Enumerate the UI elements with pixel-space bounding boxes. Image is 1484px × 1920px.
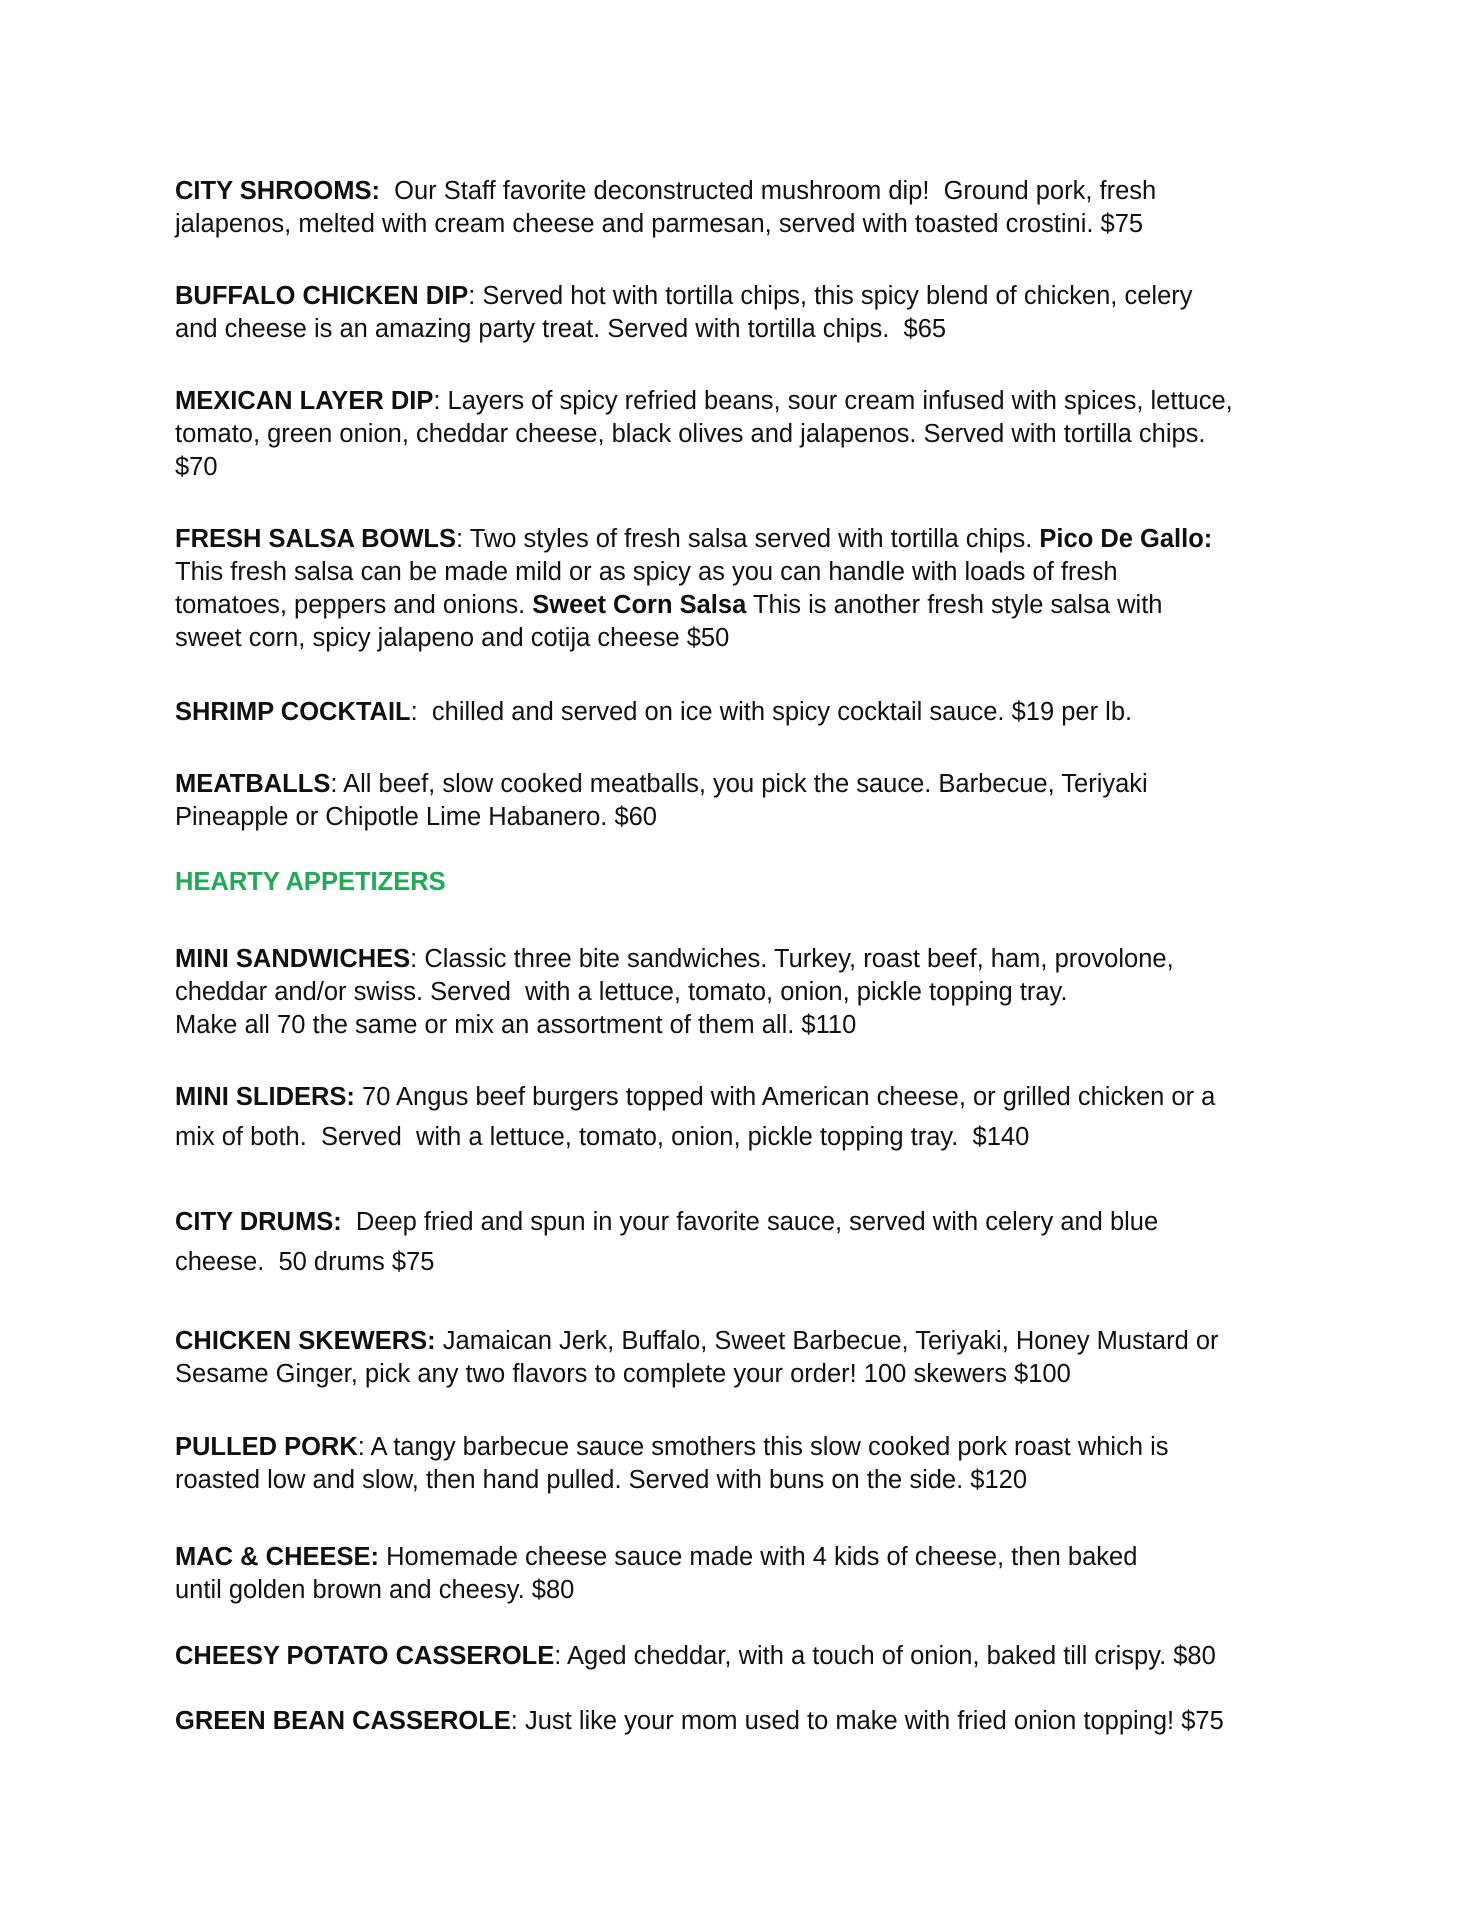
sub-item-name: Sweet Corn Salsa [532, 591, 747, 619]
menu-item-buffalo-chicken-dip [175, 280, 1315, 346]
item-name: MINI SANDWICHES [175, 945, 411, 973]
menu-item-pulled-pork [175, 1431, 1315, 1497]
item-description: and cheese is an amazing party treat. Served with tortilla chips. $65 [175, 315, 947, 343]
item-description: : Two styles of fresh salsa served with tortilla chips. [455, 525, 1040, 553]
menu-item-mini-sandwiches [175, 943, 1315, 1042]
section-title-hearty-appetizers: HEARTY APPETIZERS [175, 868, 446, 896]
item-description: jalapenos, melted with cream cheese and parmesan, served with toasted crostini. $75 [175, 210, 1144, 238]
item-description: : Layers of spicy refried beans, sour cream infused with spices, lettuce, [433, 387, 1233, 415]
item-name: GREEN BEAN CASSEROLE [175, 1707, 511, 1735]
item-name: FRESH SALSA BOWLS [175, 525, 456, 553]
item-name: BUFFALO CHICKEN DIP [175, 282, 469, 310]
item-description: This fresh salsa can be made mild or as spicy as you can handle with loads of fresh [175, 558, 1118, 586]
item-description: Homemade cheese sauce made with 4 kids of cheese, then baked [379, 1543, 1138, 1571]
item-description: : chilled and served on ice with spicy cocktail sauce. $19 per lb. [410, 698, 1133, 726]
item-name: PULLED PORK [175, 1433, 358, 1461]
item-description: Pineapple or Chipotle Lime Habanero. $60 [175, 803, 657, 831]
item-description: : Served hot with tortilla chips, this spicy blend of chicken, celery [468, 282, 1193, 310]
item-description: 70 Angus beef burgers topped with American cheese, or grilled chicken or a [354, 1083, 1216, 1111]
menu-item-chicken-skewers [175, 1325, 1315, 1391]
item-description: cheddar and/or swiss. Served with a lettuce, tomato, onion, pickle topping tray. [175, 978, 1068, 1006]
item-description: Deep fried and spun in your favorite sauce, served with celery and blue [341, 1208, 1159, 1236]
item-description: sweet corn, spicy jalapeno and cotija cheese $50 [175, 624, 730, 652]
item-description: This is another fresh style salsa with [746, 591, 1163, 619]
menu-item-mini-sliders [175, 1077, 1315, 1157]
item-price: $70 [175, 453, 218, 481]
item-name: MINI SLIDERS: [175, 1083, 355, 1111]
item-description: Jamaican Jerk, Buffalo, Sweet Barbecue, Teriyaki, Honey Mustard or [435, 1327, 1219, 1355]
item-name: CHEESY POTATO CASSEROLE [175, 1642, 555, 1670]
menu-item-fresh-salsa-bowls [175, 523, 1315, 655]
item-description: : Just like your mom used to make with fried onion topping! $75 [510, 1707, 1224, 1735]
item-description: tomatoes, peppers and onions. [175, 591, 533, 619]
item-description: Make all 70 the same or mix an assortment of them all. $110 [175, 1011, 857, 1039]
item-name: MEATBALLS [175, 770, 331, 798]
item-name: CITY SHROOMS: [175, 177, 380, 205]
item-description: : Classic three bite sandwiches. Turkey, roast beef, ham, provolone, [410, 945, 1174, 973]
item-description: : Aged cheddar, with a touch of onion, baked till crispy. $80 [554, 1642, 1216, 1670]
menu-item-shrimp-cocktail [175, 696, 1315, 729]
menu-item-green-bean-casserole [175, 1705, 1315, 1738]
item-description: mix of both. Served with a lettuce, tomato, onion, pickle topping tray. $140 [175, 1123, 1030, 1151]
item-name: MEXICAN LAYER DIP [175, 387, 434, 415]
item-name: MAC & CHEESE: [175, 1543, 380, 1571]
item-name: CHICKEN SKEWERS: [175, 1327, 436, 1355]
item-description: cheese. 50 drums $75 [175, 1248, 435, 1276]
item-description: Our Staff favorite deconstructed mushroom dip! Ground pork, fresh [379, 177, 1157, 205]
item-description: tomato, green onion, cheddar cheese, black olives and jalapenos. Served with tortilla chips. [175, 420, 1206, 448]
item-description: : All beef, slow cooked meatballs, you pick the sauce. Barbecue, Teriyaki [330, 770, 1148, 798]
item-description: : A tangy barbecue sauce smothers this slow cooked pork roast which is [357, 1433, 1169, 1461]
menu-item-cheesy-potato-casserole [175, 1640, 1315, 1673]
menu-item-city-drums [175, 1202, 1315, 1282]
item-name: CITY DRUMS: [175, 1208, 342, 1236]
menu-item-city-shrooms [175, 175, 1315, 241]
item-description: roasted low and slow, then hand pulled. Served with buns on the side. $120 [175, 1466, 1027, 1494]
menu-item-meatballs [175, 768, 1315, 834]
menu-item-mac-and-cheese [175, 1541, 1315, 1607]
item-name: SHRIMP COCKTAIL [175, 698, 411, 726]
sub-item-name: Pico De Gallo: [1039, 525, 1213, 553]
menu-item-mexican-layer-dip [175, 385, 1315, 484]
item-description: until golden brown and cheesy. $80 [175, 1576, 575, 1604]
item-description: Sesame Ginger, pick any two flavors to complete your order! 100 skewers $100 [175, 1360, 1071, 1388]
